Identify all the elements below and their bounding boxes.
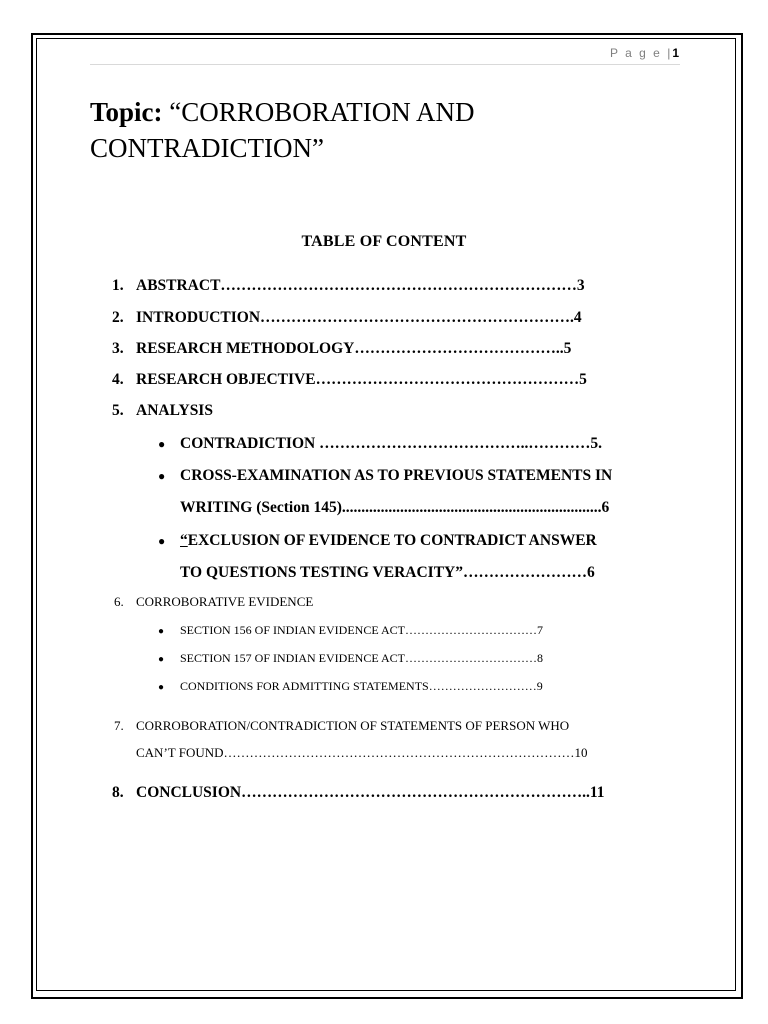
toc-subitem-text: EXCLUSION OF EVIDENCE TO CONTRADICT ANSWER: [187, 532, 597, 549]
bullet-icon: ●: [158, 654, 165, 665]
toc-subitem-cross-examination-cont: WRITING (Section 145)...................................................................6: [180, 499, 610, 516]
toc-item-number: 4.: [112, 371, 124, 388]
bullet-icon: ●: [158, 469, 166, 483]
page-number: 1: [672, 46, 679, 60]
toc-item-number: 5.: [112, 402, 124, 419]
toc-subitem-text: SECTION 156 OF INDIAN EVIDENCE ACT……………………………7: [180, 623, 543, 637]
toc-item-text: RESEARCH OBJECTIVE……………………………………………5: [136, 371, 587, 388]
toc-item-text: RESEARCH METHODOLOGY…………………………………..5: [136, 340, 572, 357]
toc-item-text: CONCLUSION…………………………………………………………..11: [136, 784, 605, 801]
document-topic: [90, 94, 690, 166]
toc-subitem-conditions: [158, 679, 543, 694]
toc-item-analysis: [112, 402, 213, 420]
bullet-icon: ●: [158, 534, 166, 548]
toc-subitem-exclusion-cont: TO QUESTIONS TESTING VERACITY”……………………6: [180, 564, 595, 581]
toc-subitem-text: CONTRADICTION …………………………………..…………5.: [180, 435, 602, 452]
header-divider: [90, 64, 680, 65]
toc-item-corroboration-contradiction: [114, 718, 569, 734]
toc-item-research-objective: [112, 371, 587, 389]
toc-item-introduction: [112, 309, 582, 327]
toc-item-number: 6.: [114, 594, 124, 609]
topic-label: Topic:: [90, 97, 163, 127]
toc-subitem-exclusion: [158, 532, 597, 550]
toc-item-corroborative-evidence: [114, 594, 313, 610]
page-number-header: [610, 46, 679, 60]
toc-subitem-text: CONDITIONS FOR ADMITTING STATEMENTS………………………9: [180, 679, 543, 693]
toc-item-text: CORROBORATION/CONTRADICTION OF STATEMENTS OF PERSON WHO: [136, 718, 570, 733]
toc-item-conclusion: [112, 784, 604, 802]
toc-item-corroboration-contradiction-cont: CAN’T FOUND………………………………………………………………………10: [136, 745, 588, 760]
toc-subitem-contradiction: [158, 435, 602, 453]
toc-item-text: ABSTRACT……………………………………………………………3: [136, 277, 585, 294]
bullet-icon: ●: [158, 626, 165, 637]
toc-heading: TABLE OF CONTENT: [301, 233, 467, 250]
toc-subitem-section-156: [158, 623, 543, 638]
page-label: P a g e |: [610, 46, 673, 60]
bullet-icon: ●: [158, 437, 166, 451]
toc-subitem-text: CROSS-EXAMINATION AS TO PREVIOUS STATEMENTS IN: [180, 467, 613, 484]
toc-item-number: 1.: [112, 277, 124, 294]
toc-subitem-section-157: [158, 651, 543, 666]
topic-title-line2: CONTRADICTION”: [90, 133, 324, 163]
toc-item-text: CORROBORATIVE EVIDENCE: [136, 594, 314, 609]
bullet-icon: ●: [158, 682, 165, 693]
toc-subitem-cross-examination: [158, 467, 612, 485]
toc-subitem-text: SECTION 157 OF INDIAN EVIDENCE ACT……………………………8: [180, 651, 543, 665]
toc-item-research-methodology: [112, 340, 571, 358]
topic-title-line1: “CORROBORATION AND: [169, 97, 475, 127]
toc-item-number: 2.: [112, 309, 124, 326]
toc-item-text: ANALYSIS: [136, 402, 213, 419]
toc-item-number: 7.: [114, 718, 124, 733]
underlined-quote: “: [180, 532, 188, 549]
toc-item-text: INTRODUCTION…………………………………………………….4: [136, 309, 582, 326]
toc-item-abstract: [112, 277, 585, 295]
toc-item-number: 3.: [112, 340, 124, 357]
toc-item-number: 8.: [112, 784, 124, 801]
